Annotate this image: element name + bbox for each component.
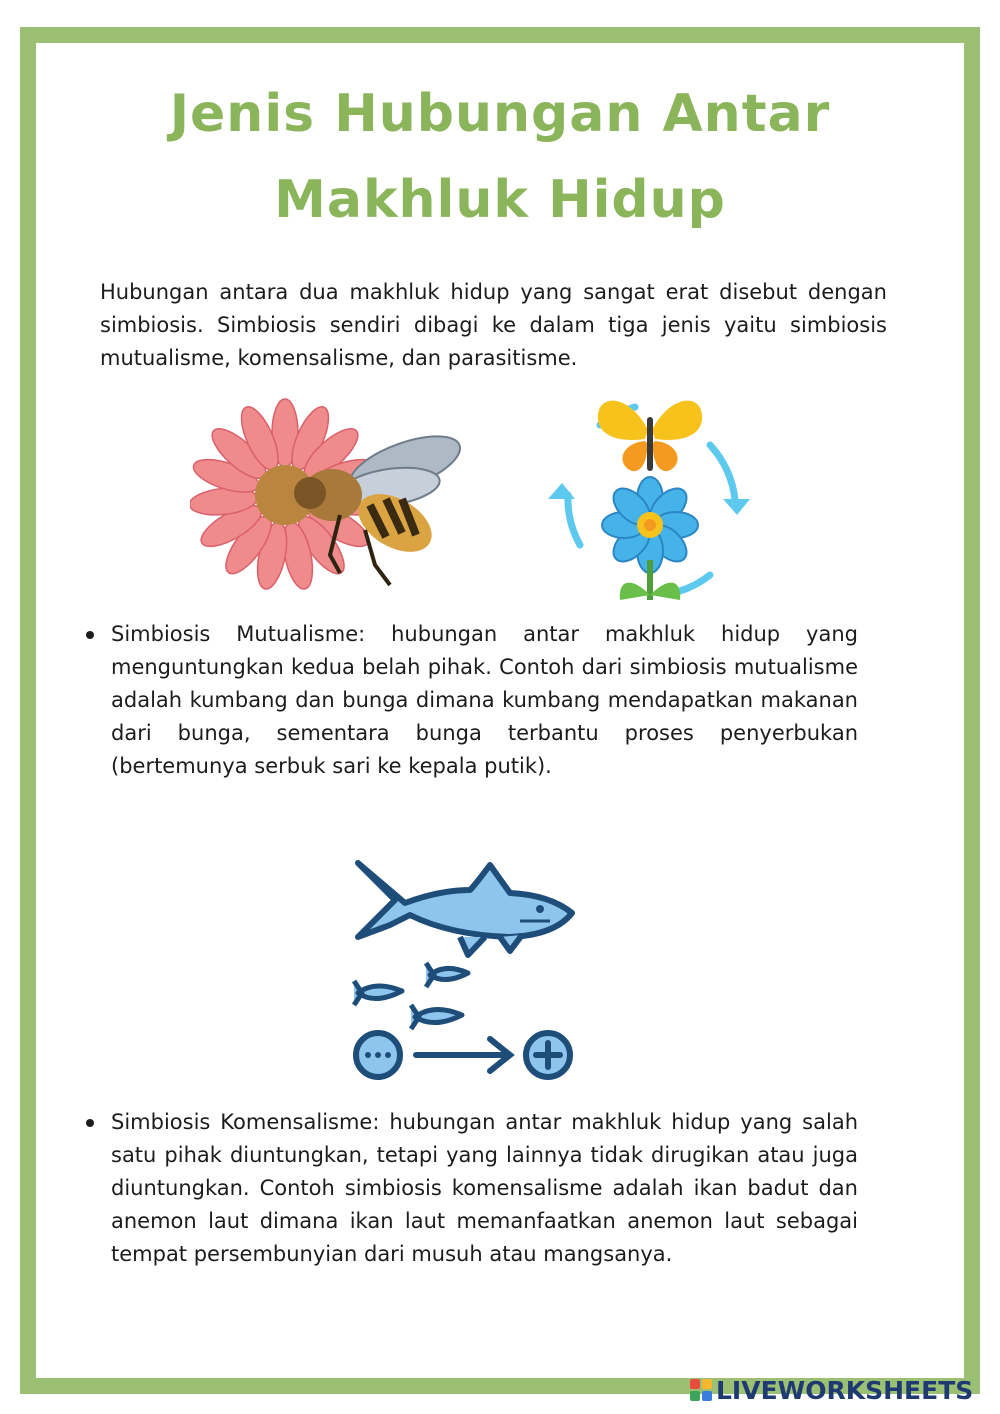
page-title-line1: Jenis Hubungan Antar <box>169 84 831 144</box>
bee-on-flower-icon <box>190 395 470 595</box>
commensalism-text: Simbiosis Komensalisme: hubungan antar makhluk hidup yang salah satu pihak diuntungkan, tetapi yang lainnya tidak dirugikan atau juga diuntungkan. Contoh simbiosis komensalisme adalah ikan badut dan anemon laut dimana ikan laut memanfaatkan anemon laut sebagai tempat persembunyian dari musuh atau mangsanya. <box>111 1110 858 1266</box>
brand-name: LIVEWORKSHEETS <box>716 1375 974 1405</box>
butterfly-flower-cycle-icon <box>540 395 760 610</box>
page-title-line2: Makhluk Hidup <box>274 170 726 230</box>
shark-fish-commensalism-icon <box>350 855 580 1085</box>
list-item <box>111 1106 858 1271</box>
list-item <box>111 618 858 783</box>
bullet-dot <box>86 631 94 639</box>
intro-paragraph: Hubungan antara dua makhluk hidup yang sangat erat disebut dengan simbiosis. Simbiosis sendiri dibagi ke dalam tiga jenis yaitu simbiosis mutualisme, komensalisme, dan parasitisme. <box>100 280 887 370</box>
liveworksheets-mark-icon <box>690 1379 712 1401</box>
bullet-dot <box>86 1119 94 1127</box>
mutualism-text: Simbiosis Mutualisme: hubungan antar makhluk hidup yang menguntungkan kedua belah pihak. Contoh dari simbiosis mutualisme adalah kumbang dan bunga dimana kumbang mendapatkan makanan dari bunga, sementara bunga terbantu proses penyerbukan (bertemunya serbuk sari ke kepala putik). <box>111 622 858 778</box>
liveworksheets-logo[interactable] <box>690 1372 973 1408</box>
